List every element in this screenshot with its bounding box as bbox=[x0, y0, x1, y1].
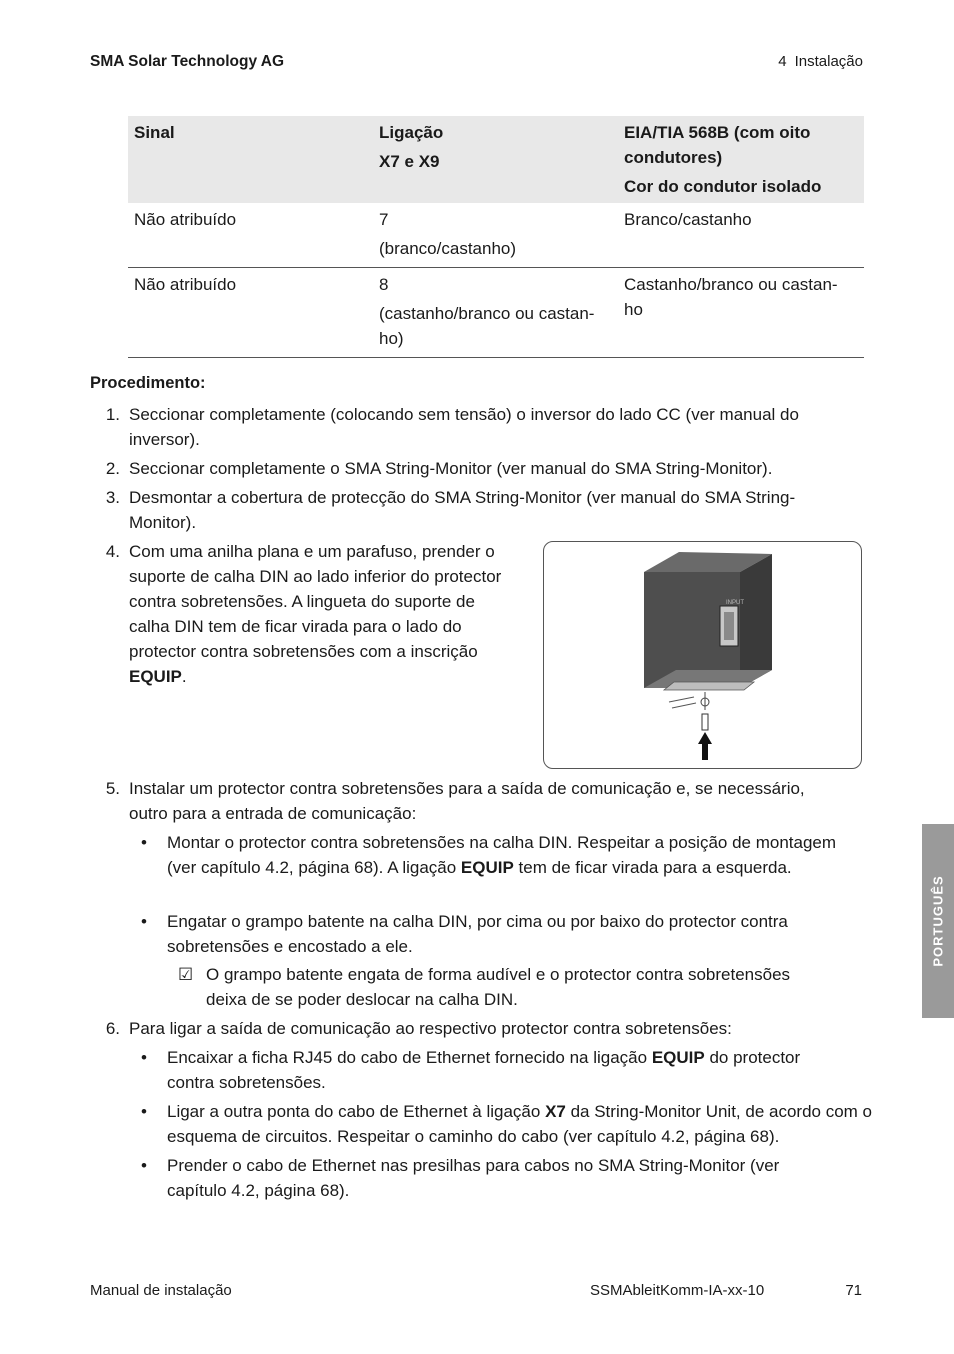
signal-table bbox=[128, 116, 864, 358]
table-header-row bbox=[128, 116, 864, 203]
bullet-icon: • bbox=[141, 1156, 147, 1175]
table-row: Não atribuído 7 (branco/castanho) Branco/castanho bbox=[128, 203, 864, 268]
footer-manual: Manual de instalação bbox=[90, 1282, 232, 1299]
language-tab: PORTUGUÊS bbox=[922, 824, 954, 1018]
header-company: SMA Solar Technology AG bbox=[90, 53, 285, 70]
svg-text:INPUT: INPUT bbox=[726, 600, 744, 606]
header-cell-conductor: EIA/TIA 568B (com oito condutores) Cor do condutor isolado bbox=[624, 123, 822, 196]
bullet-icon: • bbox=[141, 1048, 147, 1067]
surge-protector-illustration bbox=[544, 542, 861, 768]
bullet-icon: • bbox=[141, 1102, 147, 1121]
equip-label: EQUIP bbox=[129, 667, 182, 686]
procedure-heading: Procedimento: bbox=[90, 374, 206, 392]
table-row: Não atribuído 8 (castanho/branco ou castan-ho) Castanho/branco ou castan-ho bbox=[128, 268, 864, 358]
chapter-title: Instalação bbox=[794, 53, 863, 70]
checkbox-checked-icon: ☑ bbox=[178, 965, 194, 984]
header-cell-connection: Ligação X7 e X9 bbox=[379, 123, 444, 171]
page-number: 71 bbox=[845, 1282, 862, 1299]
bullet-icon: • bbox=[141, 833, 147, 852]
header-chapter bbox=[778, 53, 863, 70]
chapter-number: 4 bbox=[778, 53, 787, 70]
device-figure bbox=[543, 541, 862, 769]
bullet-icon: • bbox=[141, 912, 147, 931]
header-cell-signal: Sinal bbox=[134, 123, 175, 142]
footer-doc-code: SSMAbleitKomm-IA-xx-10 bbox=[590, 1282, 765, 1299]
